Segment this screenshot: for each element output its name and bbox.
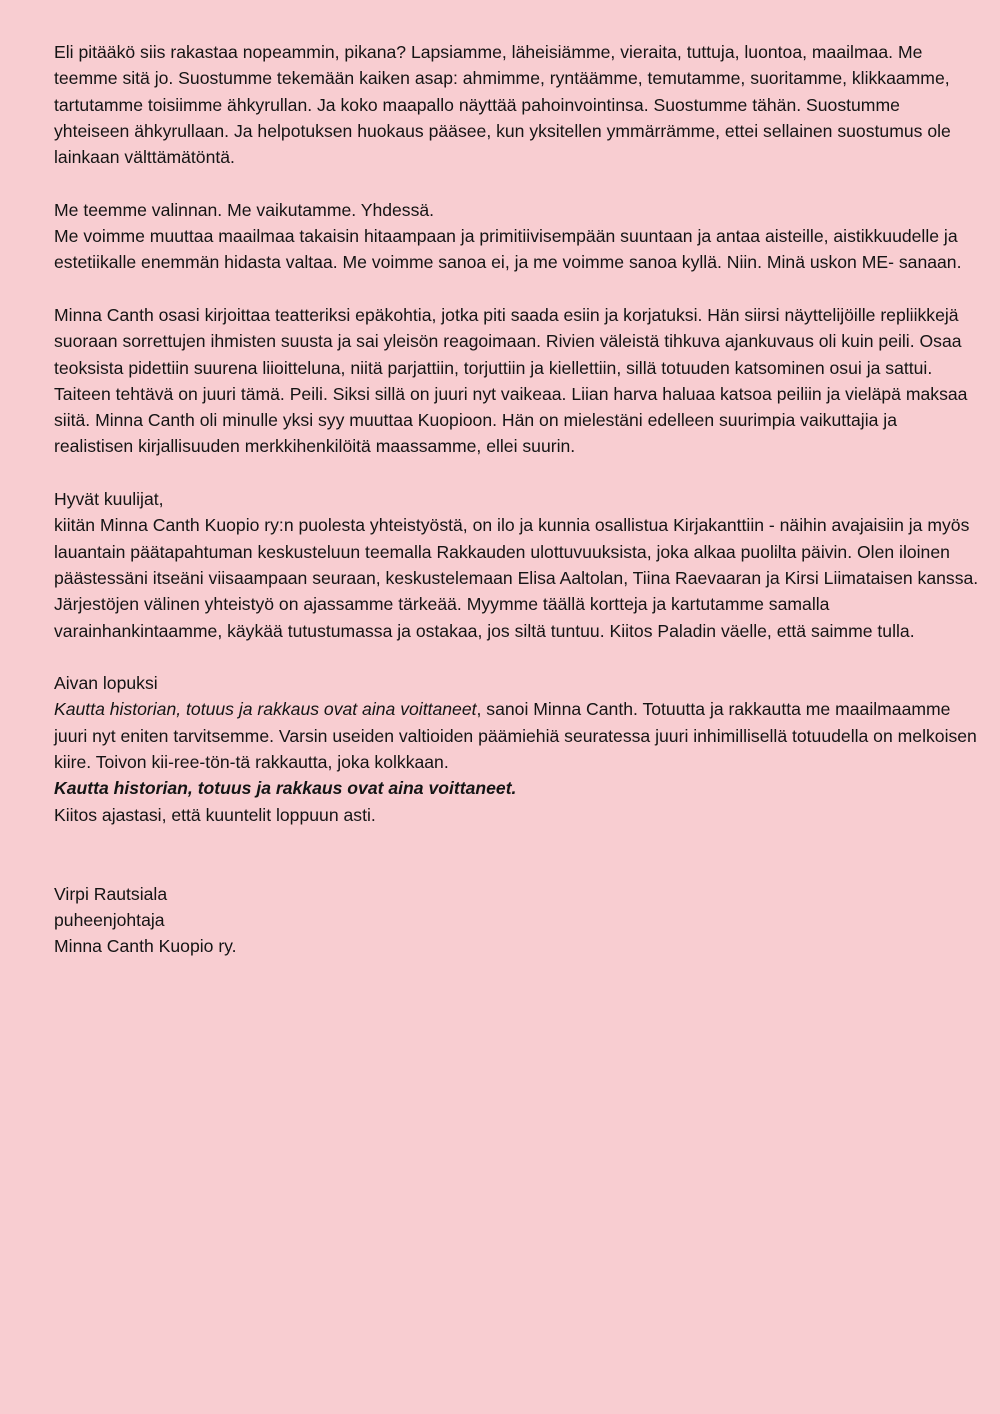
closing-heading: Aivan lopuksi bbox=[54, 673, 158, 694]
signature-title: puheenjohtaja bbox=[54, 909, 165, 930]
quote-bold-italic: Kautta historian, totuus ja rakkaus ovat aina voittaneet. bbox=[54, 778, 517, 799]
paragraph-text: Eli pitääkö siis rakastaa nopeammin, pikana? Lapsiamme, läheisiämme, vieraita, tuttuja, luontoa, maailmaa. Me teemme sitä jo. Suostumme tekemään kaiken asap: ahmimme, ryntäämme, temutamme, suoritamme, klikkaamme, tartutamme toisiimme ähkyrullan. Ja koko maapallo näyttää pahoinvointinsa. Suostumme tähän. Suostumme yhteiseen ähkyrullaan. Ja helpotuksen huokaus pääsee, kun yksitellen ymmärrämme, ettei sellainen suostumus ole lainkaan välttämätöntä. bbox=[54, 42, 951, 168]
paragraph-choice bbox=[54, 197, 980, 276]
paragraph-minna-canth bbox=[54, 302, 980, 460]
paragraph-text: Minna Canth osasi kirjoittaa teatteriksi epäkohtia, jotka piti saada esiin ja korjatuksi. Hän siirsi näyttelijöille repliikkejä suoraan sorrettujen ihmisten suusta ja sai yleisön reagoimaan. Rivien väleistä tihkuva ajankuvaus oli kuin peili. Osaa teoksista pidettiin suurena liioitteluna, niitä parjattiin, torjuttiin ja kiellettiin, sillä totuuden katsominen osui ja sattui. Taiteen tehtävä on juuri tämä. Peili. Siksi sillä on juuri nyt vaikeaa. Liian harva haluaa katsoa peiliin ja vieläpä maksaa siitä. Minna Canth oli minulle yksi syy muuttaa Kuopioon. Hän on mielestäni edelleen suurimpia vaikuttajia ja realistisen kirjallisuuden merkkihenkilöitä maassamme, ellei suurin. bbox=[54, 304, 968, 457]
quote-paragraph bbox=[54, 696, 980, 775]
paragraph-text: kiitän Minna Canth Kuopio ry:n puolesta yhteistyöstä, on ilo ja kunnia osallistua Kirjakanttiin - näihin avajaisiin ja myös lauantain päätapahtuman keskusteluun teemalla Rakkauden ulottuvuuksista, joka alkaa puolilta päivin. Olen iloinen päästessäni itseäni viisaampaan seuraan, keskustelemaan Elisa Aaltolan, Tiina Raevaaran ja Kirsi Liimataisen kanssa. bbox=[54, 515, 979, 588]
closing-line: Kiitos ajastasi, että kuuntelit loppuun asti. bbox=[54, 804, 376, 825]
signature-organization: Minna Canth Kuopio ry. bbox=[54, 936, 237, 957]
quote-continuation: , sanoi Minna Canth. Totuutta ja rakkautta me maailmaamme juuri nyt eniten tarvitsemme. Varsin useiden valtioiden päämiehiä seuratessa juuri inhimillisellä totuudella on melkoisen kiire. Toivon kii-ree-tön-tä rakkautta, joka kolkkaan. bbox=[54, 699, 977, 773]
paragraph-thanks bbox=[54, 486, 980, 644]
paragraph-text: Me voimme muuttaa maailmaa takaisin hitaampaan ja primitiivisempään suuntaan ja antaa aisteille, aistikkuudelle ja estetiikalle enemmän hidasta valtaa. Me voimme sanoa ei, ja me voimme sanoa kyllä. Niin. Minä uskon ME- sanaan. bbox=[54, 226, 962, 273]
paragraph-lead-line: Me teemme valinnan. Me vaikutamme. Yhdessä. bbox=[54, 199, 435, 220]
paragraph-closing bbox=[54, 670, 980, 828]
signature-block bbox=[54, 881, 980, 960]
paragraph-intro bbox=[54, 39, 980, 170]
signature-name: Virpi Rautsiala bbox=[54, 883, 168, 904]
quote-italic: Kautta historian, totuus ja rakkaus ovat aina voittaneet bbox=[54, 699, 477, 720]
paragraph-text: Järjestöjen välinen yhteistyö on ajassamme tärkeää. Myymme täällä kortteja ja kartutamme samalla varainhankintaamme, käykää tutustumassa ja ostakaa, jos siltä tuntuu. Kiitos Paladin väelle, että saimme tulla. bbox=[54, 594, 915, 641]
greeting-line: Hyvät kuulijat, bbox=[54, 489, 164, 510]
